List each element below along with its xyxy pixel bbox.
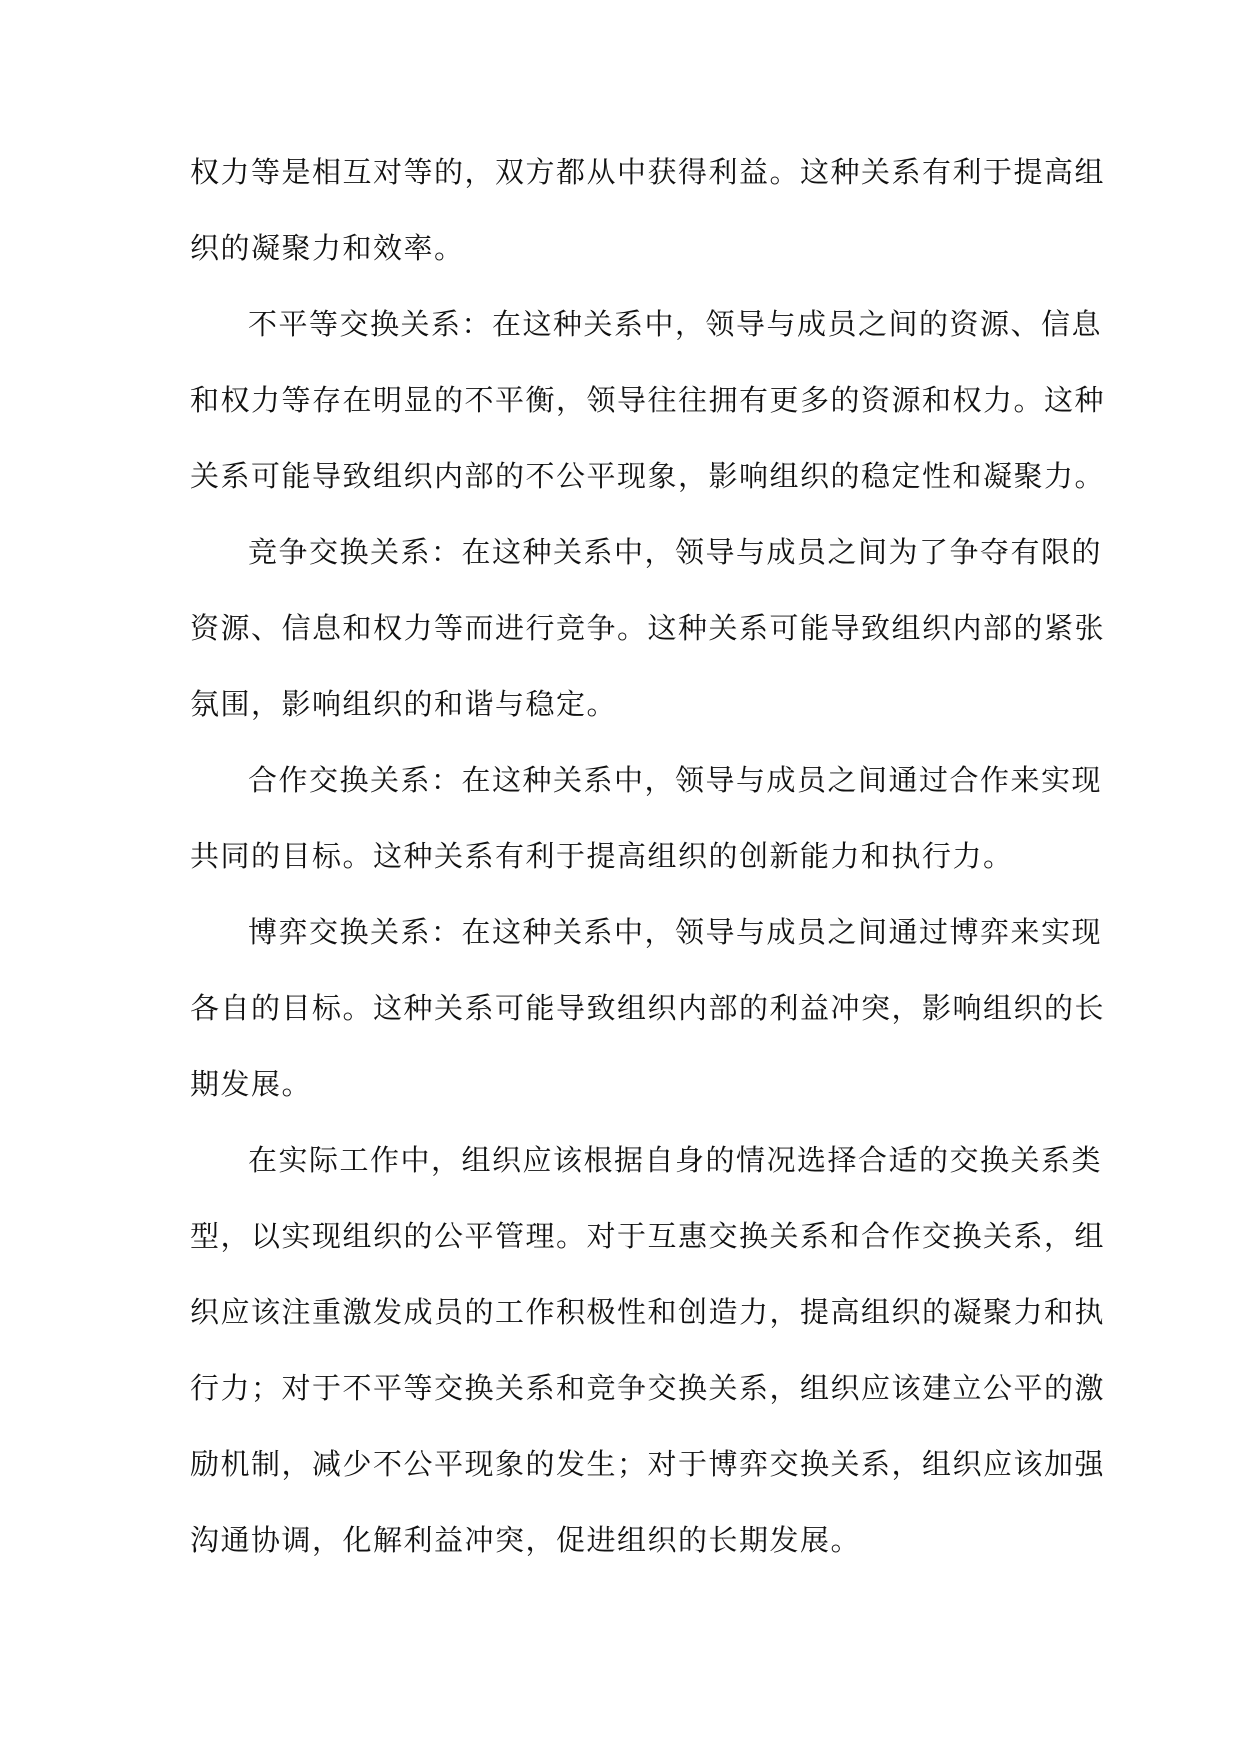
- paragraph-line: 竞争交换关系：在这种关系中，领导与成员之间为了争夺有限的: [248, 535, 1103, 569]
- paragraph-3: [190, 514, 1106, 742]
- paragraph-line: 资源、信息和权力等而进行竞争。这种关系可能导致组织内部的紧张: [190, 611, 1106, 645]
- document-page: [190, 134, 1106, 1578]
- paragraph-line: 共同的目标。这种关系有利于提高组织的创新能力和执行力。: [190, 839, 1014, 873]
- paragraph-1: [190, 134, 1106, 286]
- paragraph-line: 博弈交换关系：在这种关系中，领导与成员之间通过博弈来实现: [248, 915, 1103, 949]
- paragraph-line: 各自的目标。这种关系可能导致组织内部的利益冲突，影响组织的长: [190, 991, 1106, 1025]
- paragraph-line: 在实际工作中，组织应该根据自身的情况选择合适的交换关系类: [248, 1143, 1103, 1177]
- paragraph-line: 励机制，减少不公平现象的发生；对于博弈交换关系，组织应该加强: [190, 1447, 1106, 1481]
- paragraph-2: [190, 286, 1106, 514]
- paragraph-line: 合作交换关系：在这种关系中，领导与成员之间通过合作来实现: [248, 763, 1103, 797]
- paragraph-line: 行力；对于不平等交换关系和竞争交换关系，组织应该建立公平的激: [190, 1371, 1106, 1405]
- paragraph-line: 关系可能导致组织内部的不公平现象，影响组织的稳定性和凝聚力。: [190, 459, 1106, 493]
- paragraph-line: 氛围，影响组织的和谐与稳定。: [190, 687, 618, 721]
- paragraph-line: 织应该注重激发成员的工作积极性和创造力，提高组织的凝聚力和执: [190, 1295, 1106, 1329]
- paragraph-line: 期发展。: [190, 1067, 313, 1101]
- paragraph-line: 织的凝聚力和效率。: [190, 231, 465, 265]
- paragraph-line: 和权力等存在明显的不平衡，领导往往拥有更多的资源和权力。这种: [190, 383, 1106, 417]
- paragraph-line: 型，以实现组织的公平管理。对于互惠交换关系和合作交换关系，组: [190, 1219, 1106, 1253]
- paragraph-6: [190, 1122, 1106, 1578]
- paragraph-4: [190, 742, 1103, 894]
- paragraph-line: 权力等是相互对等的，双方都从中获得利益。这种关系有利于提高组: [190, 155, 1106, 189]
- paragraph-5: [190, 894, 1106, 1122]
- paragraph-line: 沟通协调，化解利益冲突，促进组织的长期发展。: [190, 1523, 862, 1557]
- paragraph-line: 不平等交换关系：在这种关系中，领导与成员之间的资源、信息: [248, 307, 1103, 341]
